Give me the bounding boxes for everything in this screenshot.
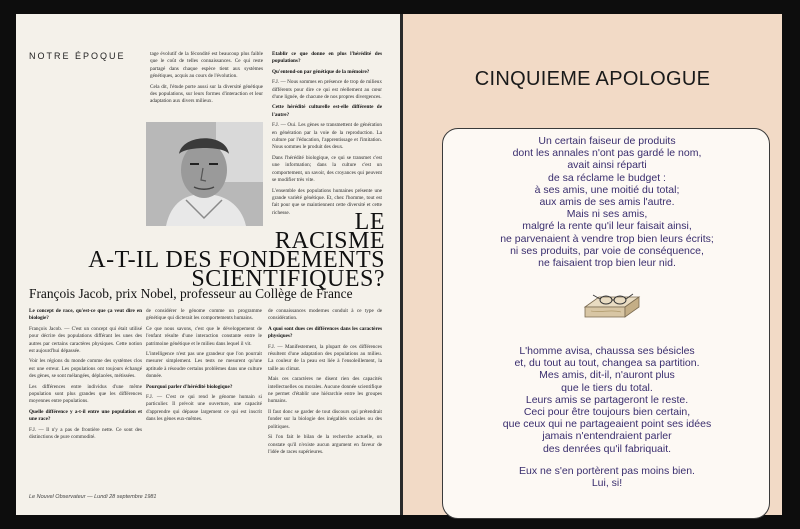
paragraph: tage évolutif de la fécondité est beaucoup plus faible que le coût de telles connaissances. Ce qui reste partagé dans chaque espèce tient aux systèmes génétiques, acquis au cours de l'évolution. xyxy=(150,51,263,80)
poem-line: des denrées qu'il fabriquait. xyxy=(542,442,672,455)
paragraph: Mais ces caractères ne disent rien des capacités intellectuelles ou morales. Aucune donnée scientifique ne permet d'établir une hiérarchie entre les groupes humains. xyxy=(268,376,382,405)
paragraph: de considérer le génome comme un programme génétique qui dicterait les comportements humains. xyxy=(146,308,262,322)
paragraph: François Jacob. — C'est un concept qui était utilisé pour décrire des populations différant les unes des autres par certains caractères physiques. Cette notion est aujourd'hui dépassée. xyxy=(29,325,142,355)
byline: François Jacob, prix Nobel, professeur au Collège de France xyxy=(29,286,353,301)
paragraph: Si l'on fait le bilan de la recherche actuelle, on constate qu'il n'existe aucun argument en faveur de l'idée de races supérieures. xyxy=(268,434,382,455)
author-photo xyxy=(146,122,263,226)
poem-stanza-1 xyxy=(443,135,771,269)
paragraph: L'ensemble des populations humaines présente une grande variété génétique. Et, chez l'homme, tout est fait pour que se maintiennent cette diversité et cette richesse. xyxy=(272,187,382,216)
right-page xyxy=(403,14,782,515)
section-label: NOTRE ÉPOQUE xyxy=(29,51,126,61)
paragraph: F.J. — Il n'y a pas de frontière nette. Ce sont des distinctions de pure commodité. xyxy=(29,426,142,441)
poem-line: avait ainsi réparti xyxy=(567,159,647,172)
poem-line: et, du tout au tout, changea sa partition. xyxy=(514,357,700,370)
poem-line: Eux ne s'en portèrent pas moins bien. xyxy=(519,465,695,477)
poem-line: Mais ni ses amis, xyxy=(566,208,648,221)
poem-line: ne faisaient trop bien leur nid. xyxy=(538,257,676,270)
poem-stanza-3 xyxy=(443,465,771,489)
headline-line: RACISME xyxy=(274,228,385,254)
poem-line: Lui, si! xyxy=(591,477,623,490)
poem-line: Mes amis, dit-il, n'auront plus xyxy=(539,369,675,382)
article-headline xyxy=(20,209,385,292)
poem-line: ne parvenaient à vendre trop bien leurs écrits; xyxy=(500,232,714,245)
page-footer: Le Nouvel Observateur — Lundi 28 septembre 1981 xyxy=(29,494,157,500)
paragraph: Ce que nous savons, c'est que le développement de l'enfant résulte d'une interaction constante entre le patrimoine génétique et le milieu dans lequel il vit. xyxy=(146,325,262,347)
article-column xyxy=(150,51,263,123)
paragraph: Il faut donc se garder de tout discours qui prétendrait fonder sur la biologie des inégalités sociales ou des politiques. xyxy=(268,408,382,430)
spectacles-on-box-icon xyxy=(581,281,643,325)
poem-line: de sa réclame le budget : xyxy=(548,171,666,184)
article-column xyxy=(146,308,262,490)
poem-line: à ses amis, une moitié du total; xyxy=(534,183,680,196)
paragraph: de connaissances modernes conduit à ce type de considération. xyxy=(268,308,382,322)
paragraph: Cela dit, l'étude porte aussi sur la diversité génétique des populations, sur leurs formes d'interaction et leur adaptation aux divers milieux. xyxy=(150,83,263,105)
poem-line: que le tiers du total. xyxy=(561,381,653,394)
headline-line: SCIENTIFIQUES? xyxy=(191,266,385,292)
paragraph: Voir les régions du monde comme des systèmes clos est une erreur. Les populations ont toujours échangé des gènes, se sont mélangées, déplacées, métissées. xyxy=(29,358,142,380)
paragraph: L'intelligence n'est pas une grandeur que l'on pourrait mesurer simplement. Les tests ne mesurent qu'une aptitude à résoudre certains problèmes dans une culture donnée. xyxy=(146,351,262,380)
question: Pourquoi parler d'hérédité biologique? xyxy=(146,383,233,390)
poem-line: Leurs amis se partageront le reste. xyxy=(525,393,689,406)
apologue-title: CINQUIEME APOLOGUE xyxy=(474,68,711,90)
headline-line: A-T-IL DES FONDEMENTS xyxy=(88,247,385,273)
question: Quelle différence y a-t-il entre une population et une race? xyxy=(29,408,142,423)
article-column xyxy=(29,308,142,490)
paragraph: Dans l'hérédité biologique, ce qui se transmet c'est une information; dans la culture c'est un comportement, un savoir, des croyances qui peuvent se modifier très vite. xyxy=(272,154,382,184)
poem-line: ni ses produits, par voie de conséquence, xyxy=(510,244,704,257)
question: Cette hérédité culturelle est-elle différente de l'autre? xyxy=(272,104,382,118)
poem-line: malgré la rente qu'il leur faisait ainsi, xyxy=(522,220,692,233)
question: A quoi sont dues ces différences dans les caractères physiques? xyxy=(268,325,382,340)
question: Le concept de race, qu'est-ce que ça veut dire en biologie? xyxy=(29,308,142,322)
poem-line: dont les annales n'ont pas gardé le nom, xyxy=(512,147,702,160)
paragraph: F.J. — Manifestement, la plupart de ces différences résultent d'une adaptation des populations au milieu. La couleur de la peau est liée à l'ensoleillement, la taille au climat. xyxy=(268,343,382,372)
paragraph: F.J. — Nous sommes en présence de trop de milieux différents pour dire ce qui est réellement au cœur d'une lignée, de chacune de nos propres divergences. xyxy=(272,79,382,101)
article-column xyxy=(272,51,382,227)
paragraph: Les différences entre individus d'une même population sont plus grandes que les différences moyennes entre populations. xyxy=(29,383,142,405)
poem-line: aux amis de ses amis l'autre. xyxy=(539,196,675,209)
poem-line: Un certain faiseur de produits xyxy=(538,135,676,147)
portrait-icon xyxy=(146,122,263,226)
poem-line: jamais n'entendraient parler xyxy=(542,430,672,443)
headline-line: LE xyxy=(354,209,385,235)
article-column xyxy=(268,308,382,490)
poem-panel xyxy=(442,128,770,519)
poem-stanza-2 xyxy=(443,345,771,455)
question: Établir ce que donne en plus l'hérédité des populations? xyxy=(272,51,382,65)
paragraph: F.J. — C'est ce qui rend le génome humain si particulier. Il prévoit une ouverture, une capacité d'apprendre qui dépasse largement ce qui est inscrit dans les gènes eux-mêmes. xyxy=(146,394,262,423)
poem-line: que ceux qui ne partageaient point ses idées xyxy=(502,418,712,431)
poem-line: Ceci pour être toujours bien certain, xyxy=(523,406,691,419)
paragraph: F.J. — Oui. Les gènes se transmettent de génération en génération par la voie de la reproduction. La culture par l'éducation, l'apprentissage et l'imitation. Nous sommes le produit des deux. xyxy=(272,122,382,151)
question: Qu'entend-on par génétique de la mémoire? xyxy=(272,68,370,75)
poem-line: L'homme avisa, chaussa ses bésicles xyxy=(519,345,695,357)
